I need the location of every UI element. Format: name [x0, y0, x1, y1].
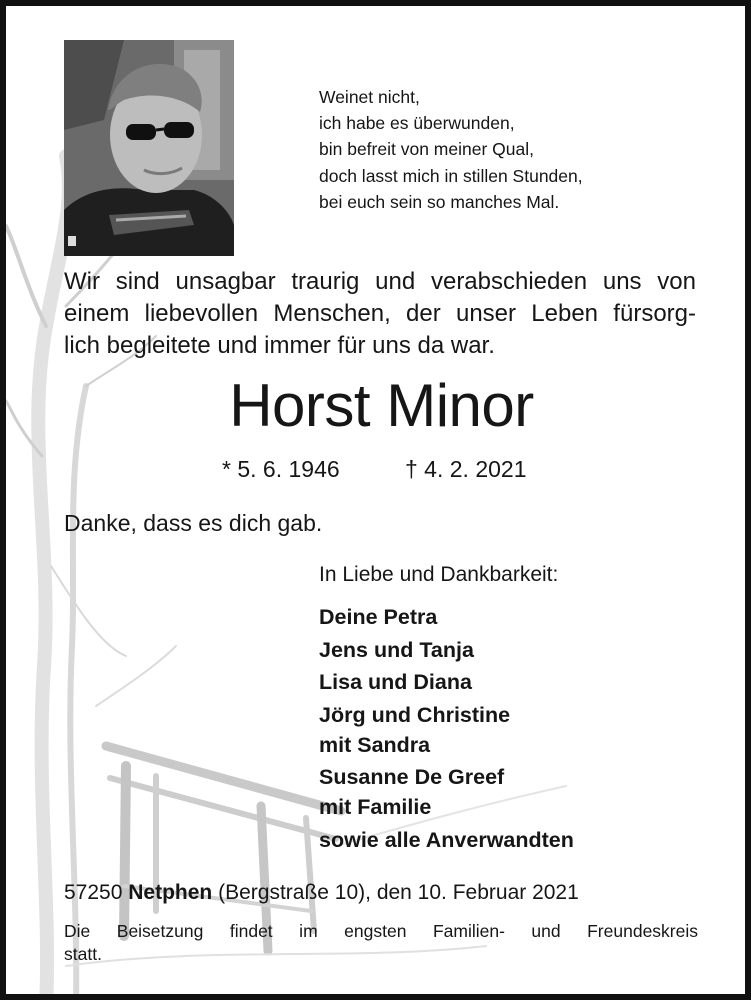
- poem-line: ich habe es überwunden,: [319, 113, 515, 134]
- address-date: (Bergstraße 10), den 10. Februar 2021: [218, 881, 579, 904]
- funeral-line: statt.: [64, 944, 102, 964]
- intro-line: einem liebevollen Menschen, der unser Leben fürsorg-: [64, 300, 696, 327]
- mourner-entry: [319, 825, 574, 855]
- mourner-entry: [319, 602, 574, 632]
- mourners-list: [319, 602, 574, 857]
- mourner-entry: [319, 700, 574, 760]
- poem-line: doch lasst mich in stillen Stunden,: [319, 165, 583, 186]
- funeral-line: Die Beisetzung findet im engsten Familien- und Freundeskreis: [64, 921, 698, 941]
- birth-date: * 5. 6. 1946: [222, 456, 340, 482]
- mourner-line: Lisa und Diana: [319, 670, 472, 694]
- town: Netphen: [128, 881, 213, 904]
- funeral-note: [64, 920, 698, 966]
- mourner-line: Susanne De Greef: [319, 765, 505, 789]
- place-date-line: [64, 879, 579, 907]
- portrait-photo: [64, 40, 234, 256]
- deceased-name: Horst Minor: [229, 372, 534, 439]
- signoff-intro: In Liebe und Dankbarkeit:: [319, 563, 559, 586]
- poem-line: Weinet nicht,: [319, 87, 420, 107]
- intro-line: Wir sind unsagbar traurig und verabschieden uns von: [64, 268, 696, 295]
- mourner-line: sowie alle Anverwandten: [319, 827, 574, 852]
- mourner-entry: [319, 635, 574, 665]
- postcode: 57250: [64, 881, 123, 904]
- mourner-entry: [319, 667, 574, 697]
- poem-line: bei euch sein so manches Mal.: [319, 191, 560, 212]
- mourner-line: Jörg und Christine: [319, 702, 511, 727]
- mourner-entry: [319, 762, 574, 822]
- intro-line: lich begleitete und immer für uns da war.: [64, 332, 495, 359]
- death-date: † 4. 2. 2021: [405, 456, 527, 482]
- thanks-line: Danke, dass es dich gab.: [64, 510, 323, 536]
- mourner-line: Jens und Tanja: [319, 637, 474, 662]
- poem-line: bin befreit von meiner Qual,: [319, 139, 534, 160]
- mourner-line: Deine Petra: [319, 605, 438, 629]
- mourner-line: mit Sandra: [319, 732, 431, 757]
- mourner-line: mit Familie: [319, 795, 432, 819]
- portrait-photo-icon: [64, 40, 234, 256]
- poem: [319, 84, 583, 215]
- intro-text: [64, 266, 696, 362]
